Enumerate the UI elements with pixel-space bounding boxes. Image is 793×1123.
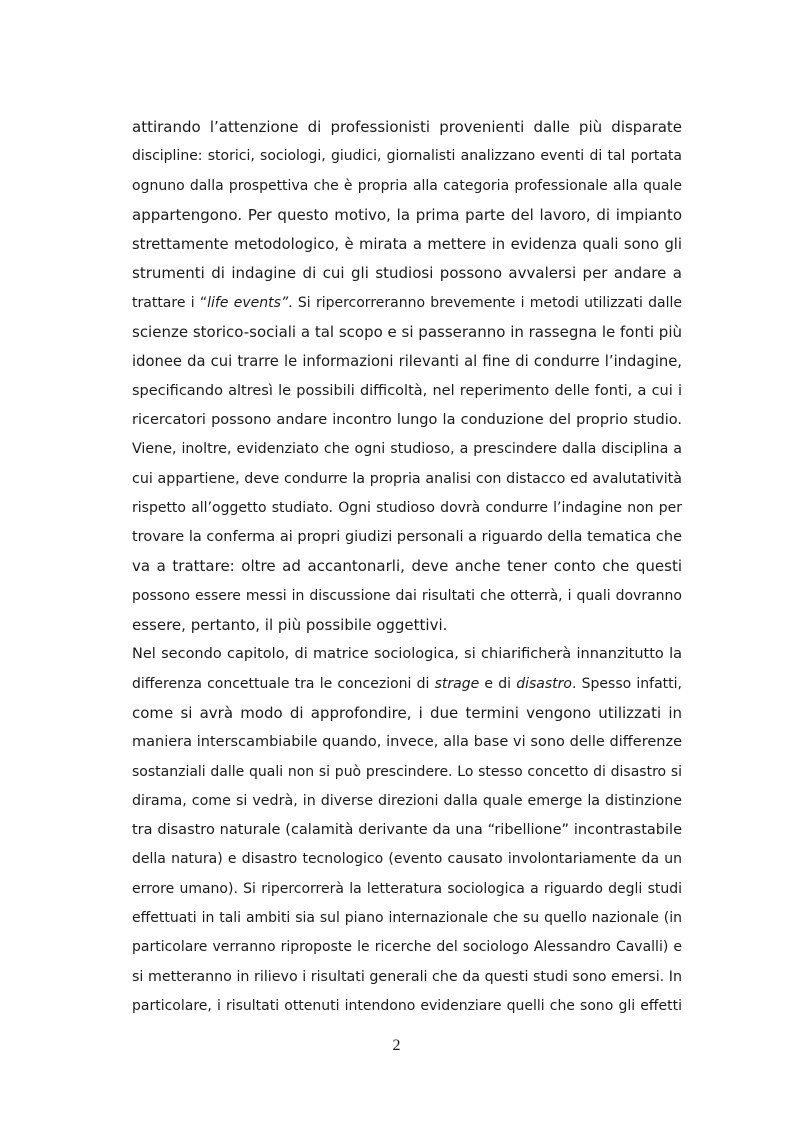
text-segment: particolare verranno riproposte le ricerche del sociologo Alessandro Cavalli) e xyxy=(132,939,682,956)
text-segment: strumenti di indagine di cui gli studiosi possono avvalersi per andare a xyxy=(132,264,682,283)
italic-segment: strage xyxy=(434,675,480,692)
text-segment: come si avrà modo di approfondire, i due termini vengono utilizzati in xyxy=(132,703,682,722)
text-line xyxy=(132,523,682,552)
text-line xyxy=(132,494,682,523)
text-line xyxy=(132,465,682,494)
text-segment: possono essere messi in discussione dai risultati che otterrà, i quali dovranno xyxy=(132,587,682,604)
text-line xyxy=(132,787,682,816)
text-line xyxy=(132,113,682,142)
text-segment: scienze storico-sociali a tal scopo e si passeranno in rassegna le fonti più xyxy=(132,323,682,342)
text-segment: cui appartiene, deve condurre la propria analisi con distacco ed avalutatività xyxy=(132,470,682,487)
text-segment: trovare la conferma ai propri giudizi personali a riguardo della tematica che xyxy=(132,529,682,546)
text-segment: particolare, i risultati ottenuti intendono evidenziare quelli che sono gli effetti xyxy=(132,997,682,1014)
text-line xyxy=(132,172,682,201)
text-segment: differenza concettuale tra le concezioni di xyxy=(132,675,435,692)
text-line xyxy=(132,992,682,1021)
text-segment: va a trattare: oltre ad accantonarli, deve anche tener conto che questi xyxy=(132,557,682,576)
page-number: 2 xyxy=(392,1037,401,1054)
text-line xyxy=(132,640,682,669)
text-segment: effettuati in tali ambiti sia sul piano internazionale che su quello nazionale (in xyxy=(132,910,682,927)
text-line xyxy=(132,435,682,464)
text-line xyxy=(132,406,682,435)
text-segment: si metteranno in rilievo i risultati generali che da questi studi sono emersi. In xyxy=(132,968,682,985)
italic-segment: life events” xyxy=(207,294,289,311)
text-segment: strettamente metodologico, è mirata a mettere in evidenza quali sono gli xyxy=(132,236,682,254)
text-segment: attirando l’attenzione di professionisti provenienti dalle più disparate xyxy=(132,118,682,136)
text-line xyxy=(132,142,682,171)
text-line xyxy=(132,259,682,288)
text-segment: Viene, inoltre, evidenziato che ogni studioso, a prescindere dalla disciplina a xyxy=(132,441,682,458)
text-line xyxy=(132,933,682,962)
text-line xyxy=(132,699,682,728)
text-line xyxy=(132,582,682,611)
text-line xyxy=(132,318,682,347)
text-segment: sostanziali dalle quali non si può prescindere. Lo stesso concetto di disastro si xyxy=(132,763,682,780)
text-segment: appartengono. Per questo motivo, la prima parte del lavoro, di impianto xyxy=(132,205,682,224)
text-line xyxy=(132,289,682,318)
text-segment: maniera interscambiabile quando, invece, alla base vi sono delle differenze xyxy=(132,734,682,751)
text-segment: essere, pertanto, il più possibile oggettivi. xyxy=(132,616,448,635)
text-segment: . Spesso infatti, xyxy=(572,675,682,692)
text-line xyxy=(132,728,682,757)
text-segment: tra disastro naturale (calamità derivante da una “ribellione” incontrastabile xyxy=(132,822,682,839)
text-segment: . Si ripercorreranno brevemente i metodi utilizzati dalle xyxy=(288,294,682,311)
text-line xyxy=(132,845,682,874)
text-segment: e di xyxy=(479,675,517,692)
text-segment: ricercatori possono andare incontro lungo la conduzione del proprio studio. xyxy=(132,411,682,428)
text-segment: Nel secondo capitolo, di matrice sociologica, si chiarificherà innanzitutto la xyxy=(132,646,682,663)
text-line xyxy=(132,670,682,699)
text-line xyxy=(132,611,682,640)
text-line xyxy=(132,904,682,933)
text-line xyxy=(132,230,682,259)
text-segment: della natura) e disastro tecnologico (evento causato involontariamente da un xyxy=(132,851,682,868)
text-segment: idonee da cui trarre le informazioni rilevanti al fine di condurre l’indagine, xyxy=(132,353,682,371)
text-segment: rispetto all’oggetto studiato. Ogni studioso dovrà condurre l’indagine non per xyxy=(132,499,682,516)
italic-segment: disastro xyxy=(516,675,572,692)
text-line xyxy=(132,816,682,845)
text-segment: ognuno dalla prospettiva che è propria alla categoria professionale alla quale xyxy=(132,177,682,194)
body-text xyxy=(132,113,682,1021)
text-segment: errore umano). Si ripercorrerà la letteratura sociologica a riguardo degli studi xyxy=(132,880,682,897)
text-segment: dirama, come si vedrà, in diverse direzioni dalla quale emerge la distinzione xyxy=(132,792,682,809)
text-line xyxy=(132,552,682,581)
text-segment: trattare i “ xyxy=(132,294,208,311)
text-line xyxy=(132,347,682,376)
text-segment: discipline: storici, sociologi, giudici, giornalisti analizzano eventi di tal portata xyxy=(132,148,682,165)
text-line xyxy=(132,963,682,992)
text-line xyxy=(132,758,682,787)
text-line xyxy=(132,201,682,230)
text-segment: specificando altresì le possibili difficoltà, nel reperimento delle fonti, a cui i xyxy=(132,382,682,399)
text-line xyxy=(132,377,682,406)
text-line xyxy=(132,875,682,904)
